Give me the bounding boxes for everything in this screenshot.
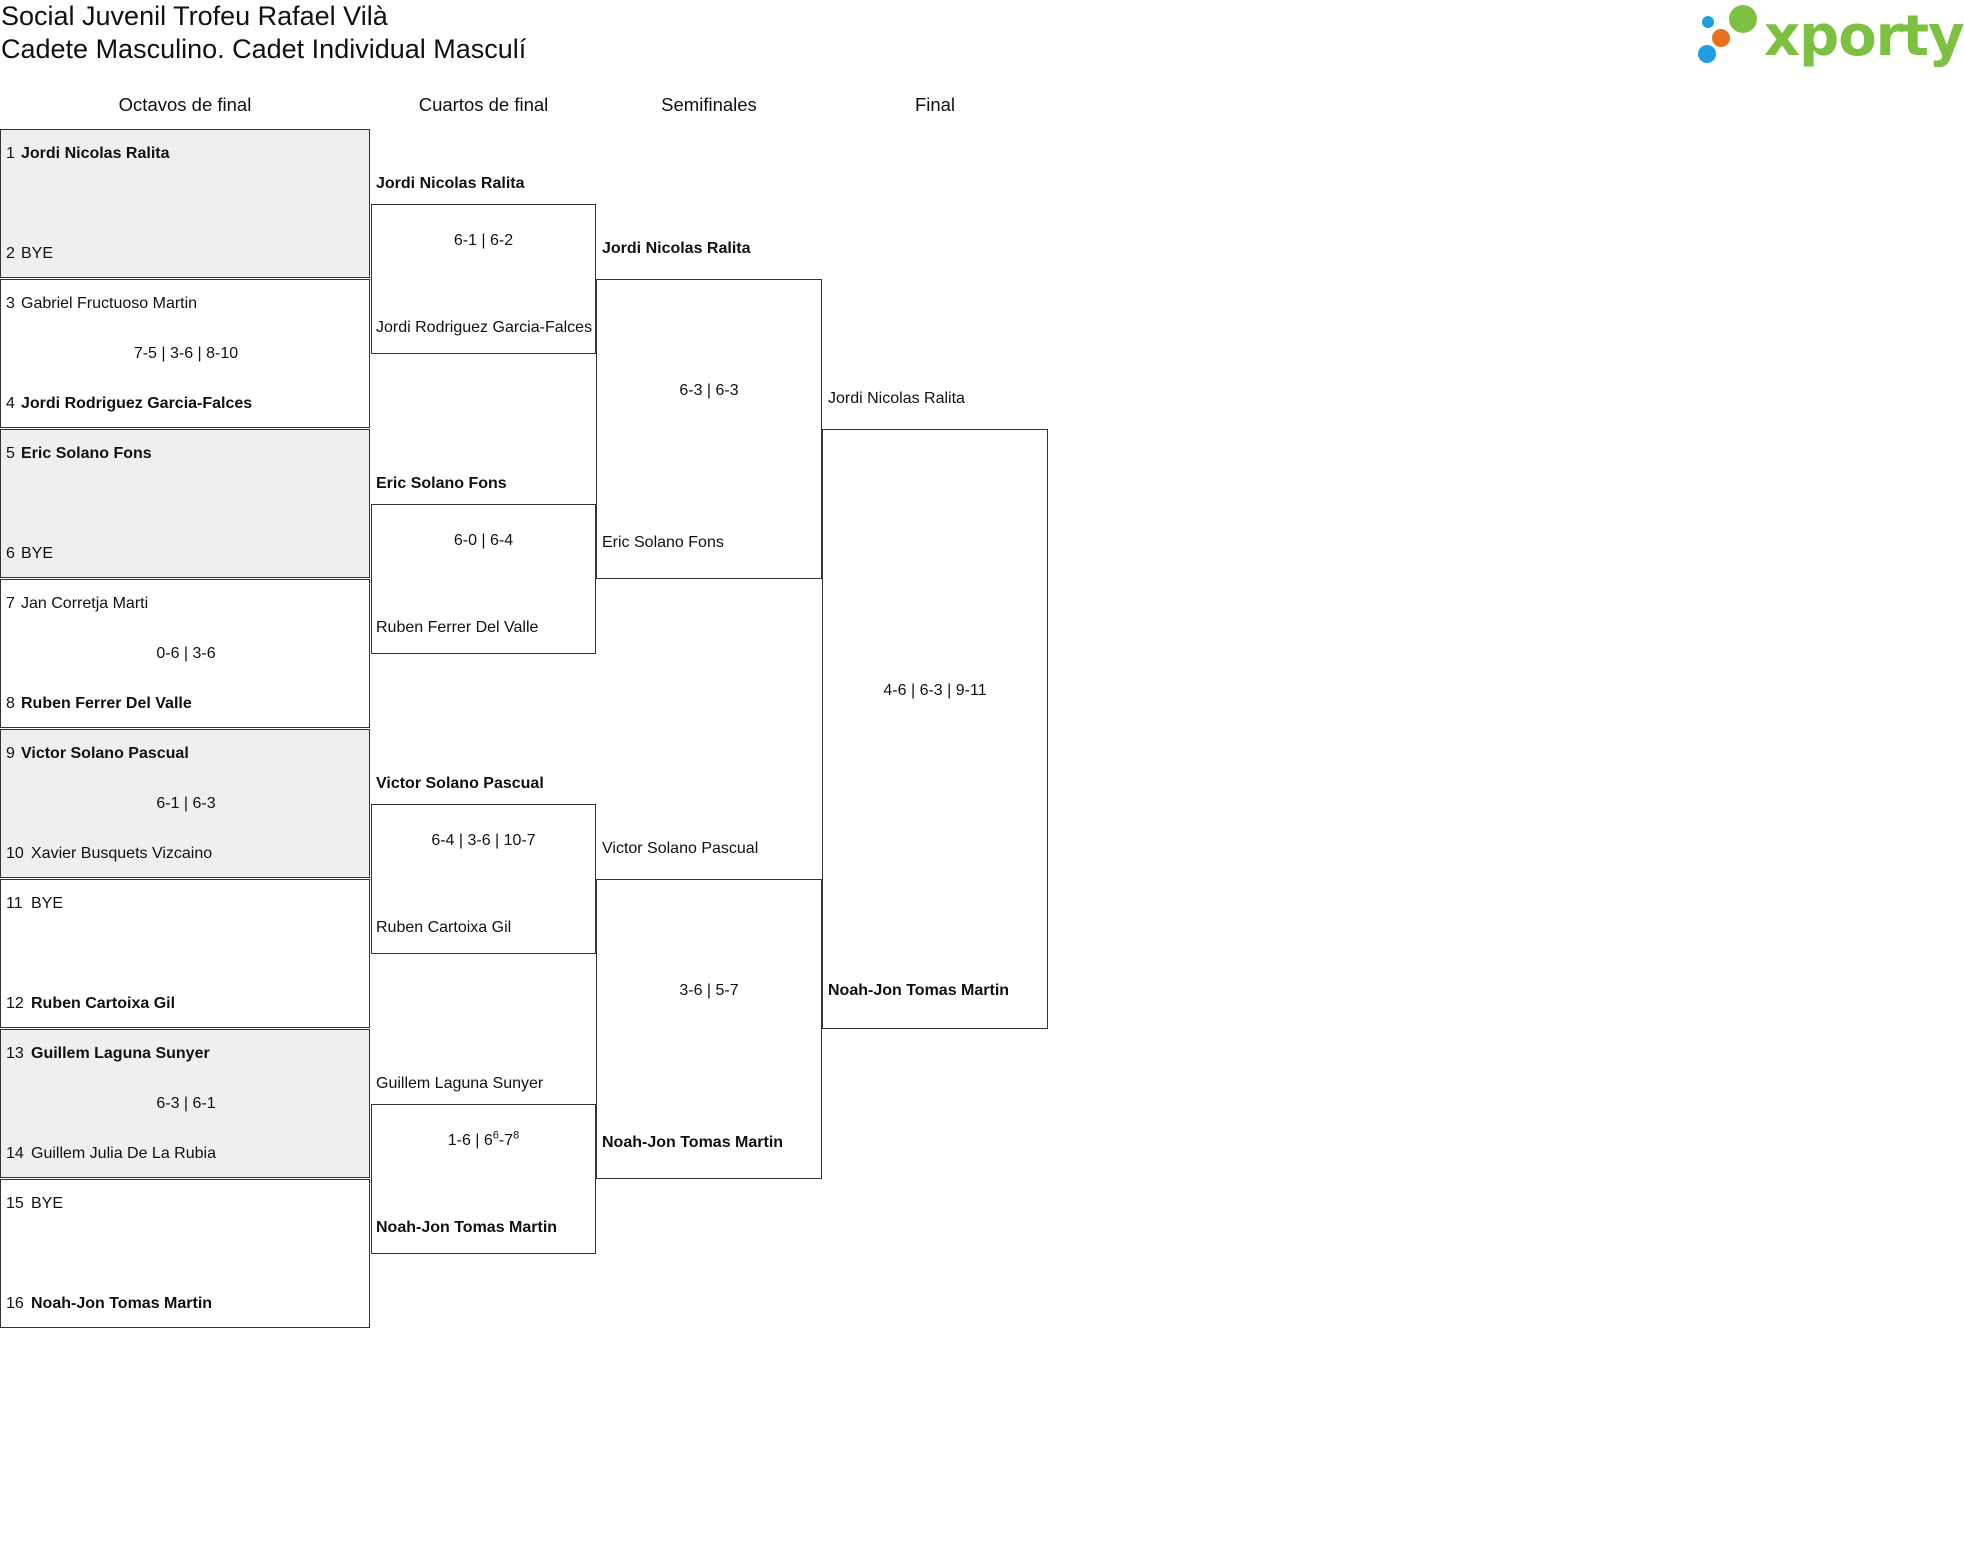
seed-number: 2 xyxy=(6,245,15,262)
score-sets: -7 xyxy=(498,1132,514,1149)
r16-match xyxy=(0,879,370,1028)
match-score: 6-3 | 6-1 xyxy=(156,1095,216,1112)
player-name[interactable]: Ruben Ferrer Del Valle xyxy=(21,695,192,712)
seed-number: 1 xyxy=(6,145,15,162)
player-name[interactable]: Ruben Ferrer Del Valle xyxy=(376,619,539,636)
score-sets: 1-6 | 6 xyxy=(447,1132,493,1149)
seed-number: 9 xyxy=(6,745,15,762)
xporty-logo[interactable] xyxy=(1690,0,1964,72)
player-name[interactable]: Jordi Nicolas Ralita xyxy=(376,175,525,192)
r16-match xyxy=(0,1029,370,1178)
r16-match xyxy=(0,129,370,278)
player-name[interactable]: Victor Solano Pascual xyxy=(21,745,189,762)
tiebreak-score: 6 xyxy=(492,1129,499,1142)
player-name[interactable]: Ruben Cartoixa Gil xyxy=(31,995,176,1012)
player-name[interactable]: BYE xyxy=(31,1195,64,1212)
player-name[interactable]: Jordi Nicolas Ralita xyxy=(602,240,751,257)
seed-number: 11 xyxy=(6,895,23,912)
seed-number: 15 xyxy=(6,1195,24,1212)
seed-number: 14 xyxy=(6,1145,24,1162)
seed-number: 10 xyxy=(6,845,24,862)
seed-number: 6 xyxy=(6,545,15,562)
round-header-final: Final xyxy=(914,94,956,115)
player-name[interactable]: Ruben Cartoixa Gil xyxy=(376,919,512,936)
player-name[interactable]: Noah-Jon Tomas Martin xyxy=(602,1134,784,1151)
round-header-r16: Octavos de final xyxy=(118,94,252,115)
seed-number: 8 xyxy=(6,695,15,712)
player-name[interactable]: Eric Solano Fons xyxy=(21,445,152,462)
player-name[interactable]: Victor Solano Pascual xyxy=(602,840,759,857)
seed-number: 3 xyxy=(6,295,15,312)
r16-match xyxy=(0,279,370,428)
player-name[interactable]: Gabriel Fructuoso Martin xyxy=(21,295,198,312)
match-score: 6-1 | 6-2 xyxy=(453,232,514,249)
player-name[interactable]: Victor Solano Pascual xyxy=(376,775,544,792)
r16-match xyxy=(0,579,370,728)
seed-number: 12 xyxy=(6,995,24,1012)
round-header-qf: Cuartos de final xyxy=(418,94,549,115)
player-name[interactable]: Guillem Julia De La Rubia xyxy=(31,1145,216,1162)
player-name[interactable]: Xavier Busquets Vizcaino xyxy=(31,845,213,862)
logo-dot-orange xyxy=(1712,29,1730,47)
logo-dot-blue-large xyxy=(1698,45,1716,63)
r16-match xyxy=(0,729,370,878)
r16-match xyxy=(0,1179,370,1328)
logo-wordmark: xporty xyxy=(1764,4,1964,69)
match-score: 7-5 | 3-6 | 8-10 xyxy=(133,345,239,362)
seed-number: 13 xyxy=(6,1045,24,1062)
match-score: 6-0 | 6-4 xyxy=(453,532,514,549)
player-name[interactable]: Eric Solano Fons xyxy=(376,475,507,492)
final-connector xyxy=(822,429,1048,1029)
tiebreak-score: 8 xyxy=(513,1129,520,1142)
seed-number: 16 xyxy=(6,1295,24,1312)
match-score: 6-3 | 6-3 xyxy=(679,382,739,399)
match-score: 4-6 | 6-3 | 9-11 xyxy=(883,682,987,699)
seed-number: 5 xyxy=(6,445,15,462)
category-title: Cadete Masculino. Cadet Individual Masculí xyxy=(1,34,527,64)
logo-dot-blue-small xyxy=(1702,16,1714,28)
match-score: 6-1 | 6-3 xyxy=(156,795,216,812)
player-name[interactable]: Jordi Nicolas Ralita xyxy=(828,390,965,407)
match-score: 0-6 | 3-6 xyxy=(156,645,216,662)
player-name[interactable]: Jordi Rodriguez Garcia-Falces xyxy=(21,395,253,412)
player-name[interactable]: Noah-Jon Tomas Martin xyxy=(31,1295,213,1312)
logo-dot-green xyxy=(1729,5,1757,33)
player-name[interactable]: Jordi Rodriguez Garcia-Falces xyxy=(376,319,593,336)
seed-number: 4 xyxy=(6,395,15,412)
player-name[interactable]: BYE xyxy=(21,545,54,562)
player-name[interactable]: BYE xyxy=(31,895,64,912)
player-name[interactable]: Guillem Laguna Sunyer xyxy=(376,1075,544,1092)
player-name[interactable]: Guillem Laguna Sunyer xyxy=(31,1045,210,1062)
player-name[interactable]: Noah-Jon Tomas Martin xyxy=(376,1219,558,1236)
match-score: 6-4 | 3-6 | 10-7 xyxy=(431,832,536,849)
player-name[interactable]: Eric Solano Fons xyxy=(602,534,724,551)
match-score: 3-6 | 5-7 xyxy=(679,982,739,999)
player-name[interactable]: Jan Corretja Marti xyxy=(21,595,149,612)
match-score xyxy=(371,1131,596,1151)
r16-match xyxy=(0,429,370,578)
tournament-title: Social Juvenil Trofeu Rafael Vilà xyxy=(1,1,388,31)
seed-number: 7 xyxy=(6,595,15,612)
round-header-sf: Semifinales xyxy=(661,94,757,115)
player-name[interactable]: Jordi Nicolas Ralita xyxy=(21,145,170,162)
player-name[interactable]: Noah-Jon Tomas Martin xyxy=(828,982,1010,999)
player-name[interactable]: BYE xyxy=(21,245,54,262)
